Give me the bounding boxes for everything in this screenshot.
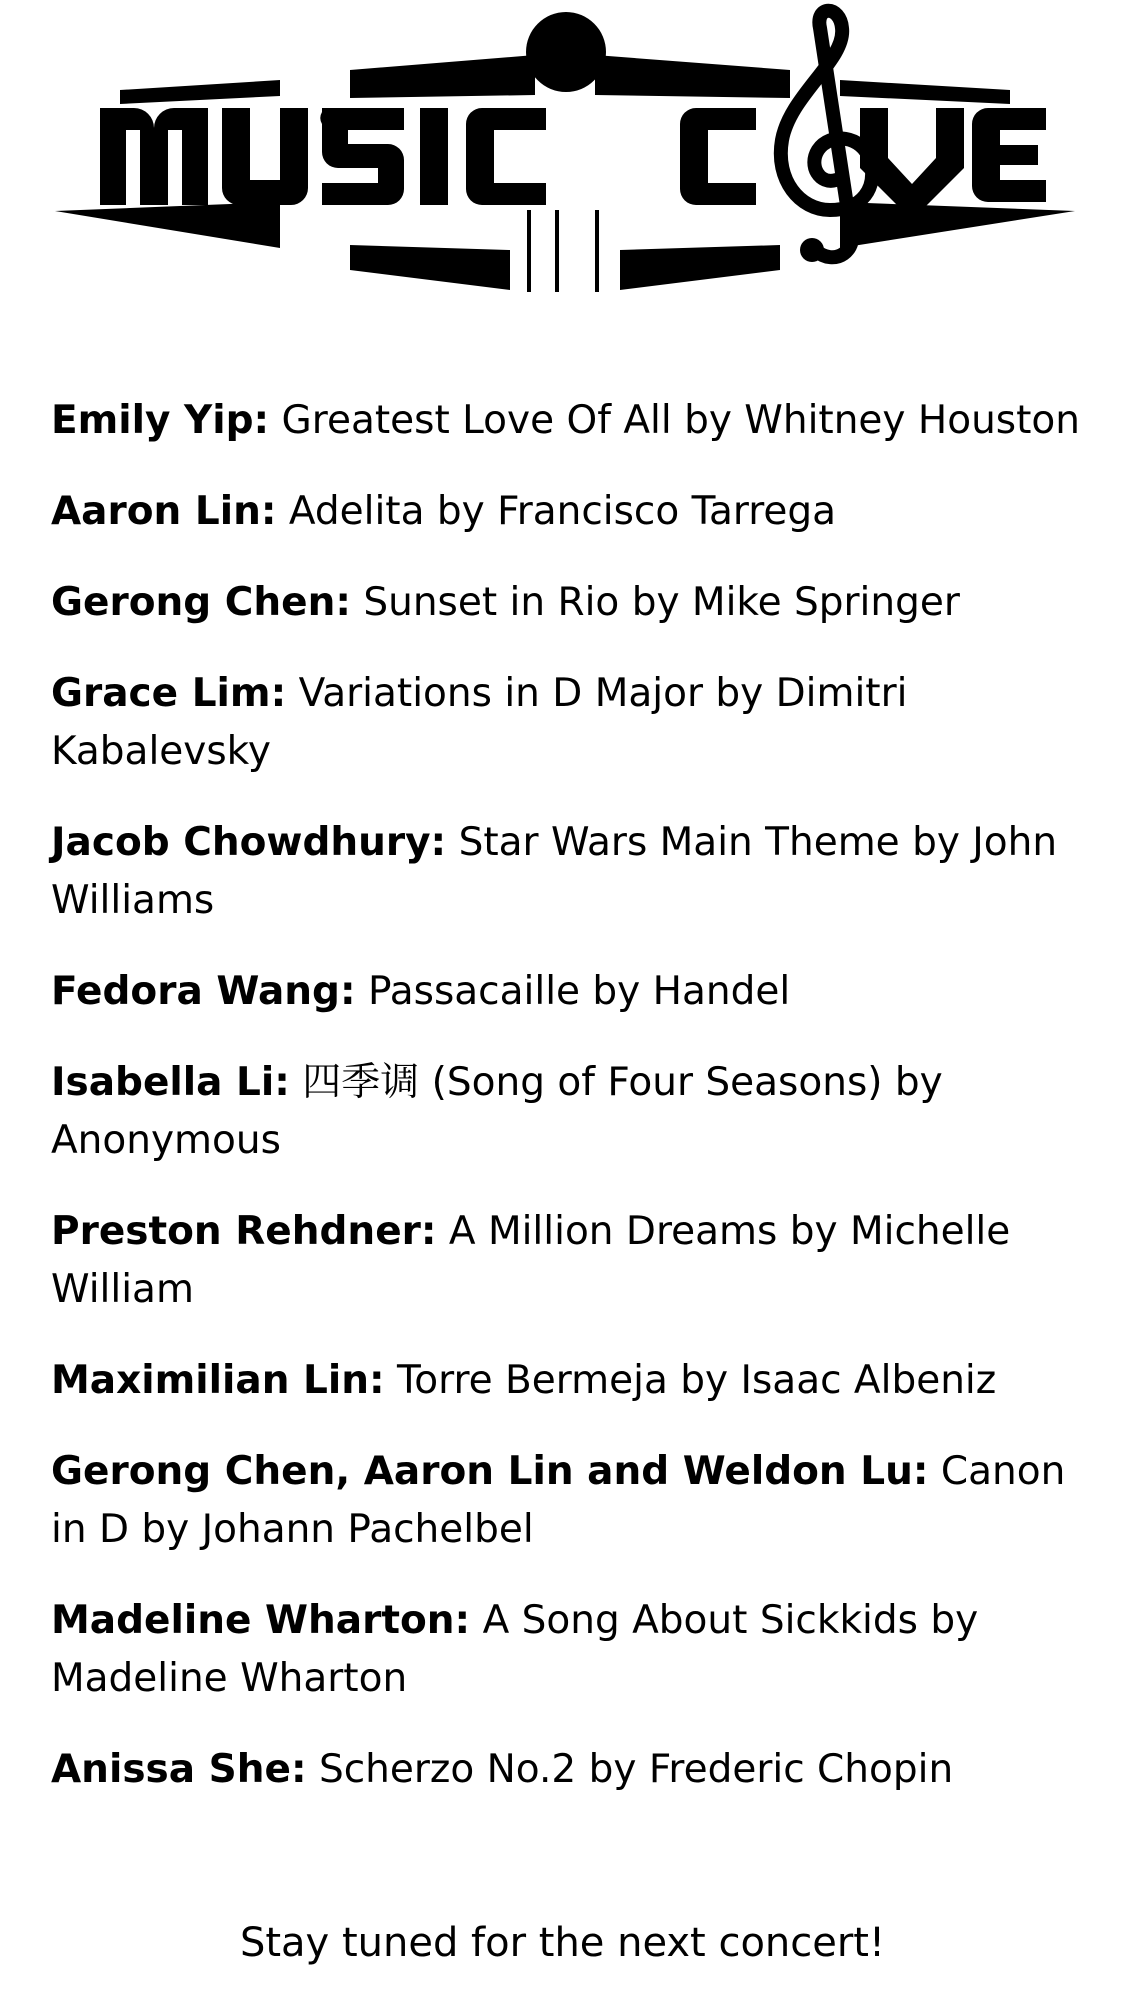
program-entry [51,1203,1091,1319]
logo-bottom-right-bridge [620,245,780,290]
piece-title: Adelita by Francisco Tarrega [288,489,837,534]
program-entry [51,392,1091,450]
performer-name: Gerong Chen: [51,580,351,625]
program-entry [51,814,1091,930]
program-entry [51,1443,1091,1559]
piece-title: Passacaille by Handel [367,969,791,1014]
performer-name: Grace Lim: [51,671,287,716]
program-entry [51,1352,1091,1410]
logo-bottom-left-bridge [350,245,510,290]
logo-string-1 [527,210,531,292]
performer-name: Maximilian Lin: [51,1358,385,1403]
piece-title: A Song About Sickkids by Madeline Wharton [51,1598,979,1701]
logo-right-bar [840,202,1075,248]
logo-graphic [0,0,1125,320]
performer-name: Anissa She: [51,1747,307,1792]
logo-left-bar [55,202,280,248]
piece-title: Variations in D Major by Dimitri Kabalevsky [51,671,908,774]
logo-top-center-right [595,55,790,98]
concert-program-list [51,392,1091,1832]
logo-circle [526,12,606,92]
piece-title: Star Wars Main Theme by John Williams [51,820,1058,923]
performer-name: Gerong Chen, Aaron Lin and Weldon Lu: [51,1449,929,1494]
program-entry [51,665,1091,781]
footer-note: Stay tuned for the next concert! [239,1920,886,1966]
program-entry [51,574,1091,632]
piece-title: Scherzo No.2 by Frederic Chopin [318,1747,954,1792]
piece-title: Sunset in Rio by Mike Springer [363,580,960,625]
piece-title: Greatest Love Of All by Whitney Houston [281,398,1080,443]
program-entry [51,963,1091,1021]
music-cove-logo [0,0,1125,320]
piece-title: A Million Dreams by Michelle William [51,1209,1011,1312]
performer-name: Fedora Wang: [51,969,356,1014]
program-entry [51,1592,1091,1708]
piece-title: Torre Bermeja by Isaac Albeniz [397,1358,997,1403]
logo-string-2 [555,210,559,292]
performer-name: Aaron Lin: [51,489,277,534]
performer-name: Madeline Wharton: [51,1598,471,1643]
piece-title: 四季调 (Song of Four Seasons) by Anonymous [51,1060,943,1163]
logo-top-right-bar [840,80,1010,104]
program-entry [51,1054,1091,1170]
logo-top-left-bar [120,80,280,104]
piece-title: Canon in D by Johann Pachelbel [51,1449,1066,1552]
performer-name: Preston Rehdner: [51,1209,437,1254]
performer-name: Emily Yip: [51,398,270,443]
performer-name: Isabella Li: [51,1060,290,1105]
program-entry [51,1741,1091,1799]
performer-name: Jacob Chowdhury: [51,820,447,865]
program-entry [51,483,1091,541]
logo-string-3 [595,210,599,292]
logo-top-center-left [350,55,535,98]
logo-letters-music [100,108,546,205]
